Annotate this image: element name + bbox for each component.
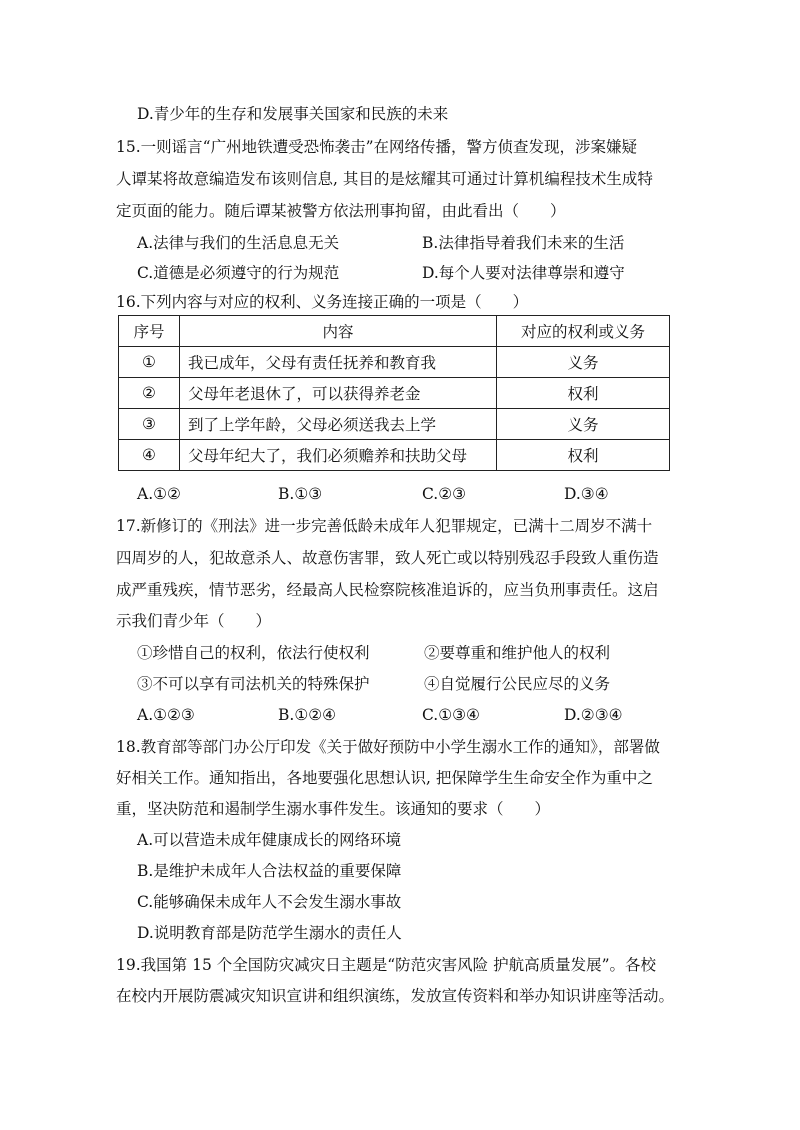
- q15-stem-line-1: 15.一则谣言“广州地铁遭受恐怖袭击”在网络传播，警方侦查发现，涉案嫌疑: [116, 138, 638, 156]
- table-header-row: [119, 316, 670, 347]
- q17-statement-2: ②要尊重和维护他人的权利: [424, 644, 611, 662]
- q16-option-d: D.③④: [564, 485, 609, 503]
- q16-option-a: A.①②: [137, 485, 181, 503]
- table-cell-right-or-duty: 义务: [497, 409, 670, 440]
- table-cell-right-or-duty: 权利: [497, 440, 670, 471]
- table-row: [119, 409, 670, 440]
- q18-option-c: C.能够确保未成年人不会发生溺水事故: [137, 893, 402, 911]
- table-cell-number: ④: [119, 440, 180, 471]
- table-row: [119, 347, 670, 378]
- q15-option-b: B.法律指导着我们未来的生活: [422, 234, 625, 252]
- q17-statement-1: ①珍惜自己的权利，依法行使权利: [137, 644, 370, 662]
- q17-option-b: B.①②④: [278, 706, 337, 724]
- table-cell-content: 父母年老退休了，可以获得养老金: [180, 378, 497, 409]
- q18-stem-line-2: 好相关工作。通知指出，各地要强化思想认识, 把保障学生生命安全作为重中之: [116, 769, 653, 787]
- table-row: [119, 378, 670, 409]
- q16-option-c: C.②③: [422, 485, 467, 503]
- q15-stem-line-3: 定页面的能力。随后谭某被警方依法刑事拘留，由此看出（ ）: [116, 202, 566, 220]
- q17-statement-4: ④自觉履行公民应尽的义务: [424, 675, 611, 693]
- q17-stem-line-4: 示我们青少年（ ）: [116, 612, 272, 630]
- q18-option-d: D.说明教育部是防范学生溺水的责任人: [137, 924, 402, 942]
- q15-stem-line-2: 人谭某将故意编造发布该则信息, 其目的是炫耀其可通过计算机编程技术生成特: [116, 170, 653, 188]
- q18-stem-line-3: 重，坚决防范和遏制学生溺水事件发生。该通知的要求（ ）: [116, 800, 551, 818]
- q17-option-d: D.②③④: [564, 706, 623, 724]
- q18-option-a: A.可以营造未成年健康成长的网络环境: [137, 831, 402, 849]
- table-header-right-or-duty: 对应的权利或义务: [497, 316, 670, 347]
- q17-stem-line-2: 四周岁的人，犯故意杀人、故意伤害罪，致人死亡或以特别残忍手段致人重伤造: [116, 549, 659, 567]
- table-cell-number: ②: [119, 378, 180, 409]
- q17-option-a: A.①②③: [137, 706, 195, 724]
- table-cell-content: 我已成年，父母有责任抚养和教育我: [180, 347, 497, 378]
- q19-stem-line-1: 19.我国第 15 个全国防灾减灾日主题是“防范灾害风险 护航高质量发展”。各校: [116, 956, 657, 974]
- table-cell-number: ③: [119, 409, 180, 440]
- table-row: [119, 440, 670, 471]
- table-cell-number: ①: [119, 347, 180, 378]
- q15-option-d: D.每个人要对法律尊崇和遵守: [422, 264, 625, 282]
- q16-option-b: B.①③: [278, 485, 323, 503]
- q15-option-c: C.道德是必须遵守的行为规范: [137, 264, 340, 282]
- q18-stem-line-1: 18.教育部等部门办公厅印发《关于做好预防中小学生溺水工作的通知》，部署做: [116, 738, 660, 756]
- q17-stem-line-1: 17.新修订的《刑法》进一步完善低龄未成年人犯罪规定，已满十二周岁不满十: [116, 517, 653, 535]
- table-cell-right-or-duty: 义务: [497, 347, 670, 378]
- q17-statement-3: ③不可以享有司法机关的特殊保护: [137, 675, 370, 693]
- q17-option-c: C.①③④: [422, 706, 480, 724]
- table-header-content: 内容: [180, 316, 497, 347]
- q19-stem-line-2: 在校内开展防震减灾知识宣讲和组织演练，发放宣传资料和举办知识讲座等活动。: [116, 987, 675, 1005]
- q14-option-d: D.青少年的生存和发展事关国家和民族的未来: [137, 105, 449, 123]
- q17-stem-line-3: 成严重残疾，情节恶劣，经最高人民检察院核准追诉的，应当负刑事责任。这启: [116, 581, 659, 599]
- table-cell-content: 父母年纪大了，我们必须赡养和扶助父母: [180, 440, 497, 471]
- q16-table: [118, 315, 670, 471]
- q18-option-b: B.是维护未成年人合法权益的重要保障: [137, 862, 402, 880]
- q16-stem: 16.下列内容与对应的权利、义务连接正确的一项是（ ）: [116, 293, 529, 311]
- table-header-number: 序号: [119, 316, 180, 347]
- table-cell-content: 到了上学年龄，父母必须送我去上学: [180, 409, 497, 440]
- q15-option-a: A.法律与我们的生活息息无关: [137, 234, 340, 252]
- table-cell-right-or-duty: 权利: [497, 378, 670, 409]
